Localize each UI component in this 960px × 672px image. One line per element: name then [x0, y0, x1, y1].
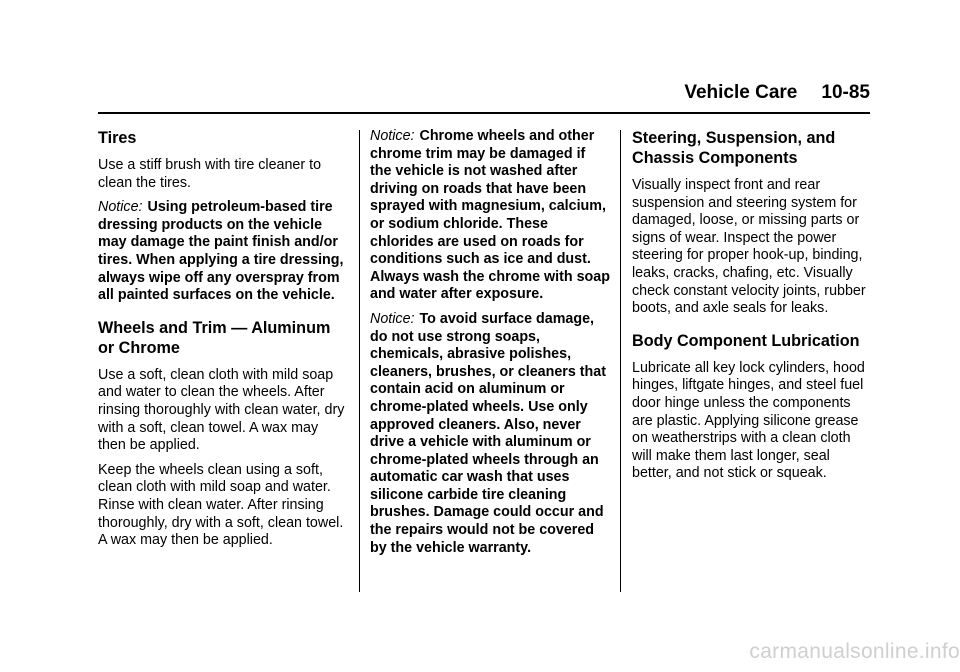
notice-surface-damage — [370, 311, 610, 557]
notice-surface-damage-text: To avoid surface damage, do not use strong soaps, chemicals, abrasive polishes, cleaners, brushes, or cleaners that contain acid on aluminum or chrome-plated wheels. Use only approved cleaners. Also, never drive a vehicle with aluminum or chrome-plated wheels through an automatic car wash that uses silicone carbide tire cleaning brushes. Damage could occur and the repairs would not be covered by the vehicle warranty. — [370, 310, 607, 556]
notice-tires — [98, 199, 348, 305]
heading-wheels: Wheels and Trim — Aluminum or Chrome — [98, 318, 331, 357]
page-header — [680, 82, 870, 104]
column-2 — [370, 128, 610, 564]
header-rule — [98, 112, 870, 114]
paragraph-tires: Use a stiff brush with tire cleaner to clean the tires. — [98, 157, 322, 191]
column-1 — [98, 128, 348, 557]
notice-tires-text: Using petroleum-based tire dressing products on the vehicle may damage the paint finish and/or tires. When applying a tire dressing, always wipe off any overspray from all painted surfaces on the vehicle. — [98, 199, 344, 304]
paragraph-body-lubrication: Lubricate all key lock cylinders, hood hinges, liftgate hinges, and steel fuel door hinge unless the components are plastic. Applying silicone grease on weatherstrips with a clean cloth will make them last longer, seal better, and not stick or squeak. — [632, 359, 865, 482]
page-number: 10-85 — [821, 82, 870, 103]
paragraph-wheels-1: Use a soft, clean cloth with mild soap and water to clean the wheels. After rinsing thoroughly with clean water, dry with a soft, clean towel. A wax may then be applied. — [98, 366, 345, 454]
column-3 — [632, 128, 872, 490]
paragraph-steering: Visually inspect front and rear suspension and steering system for damaged, loose, or missing parts or signs of wear. Inspect the power steering for proper hook-up, binding, leaks, cracks, chafing, etc. Visually check constant velocity joints, rubber boots, and axle seals for leaks. — [632, 177, 866, 317]
heading-steering: Steering, Suspension, and Chassis Components — [632, 129, 836, 167]
column-divider-2 — [620, 130, 621, 592]
notice-label: Notice: — [370, 310, 415, 327]
notice-label: Notice: — [370, 128, 415, 144]
heading-body-lubrication: Body Component Lubrication — [632, 331, 860, 350]
notice-chrome-text: Chrome wheels and other chrome trim may be damaged if the vehicle is not washed after driving on roads that have been sprayed with magnesium, calcium, or sodium chloride. These chlorides are used on roads for conditions such as ice and dust. Always wash the chrome with soap and water after exposure. — [370, 128, 610, 303]
notice-chrome — [370, 128, 610, 304]
watermark: carmanualsonline.info — [749, 640, 960, 663]
section-title: Vehicle Care — [684, 82, 798, 103]
column-divider-1 — [359, 130, 360, 592]
paragraph-wheels-2: Keep the wheels clean using a soft, clean cloth with mild soap and water. Rinse with clean water. After rinsing thoroughly, dry with a soft, clean towel. A wax may then be applied. — [98, 461, 344, 549]
heading-tires: Tires — [98, 129, 137, 147]
notice-label: Notice: — [98, 199, 143, 216]
